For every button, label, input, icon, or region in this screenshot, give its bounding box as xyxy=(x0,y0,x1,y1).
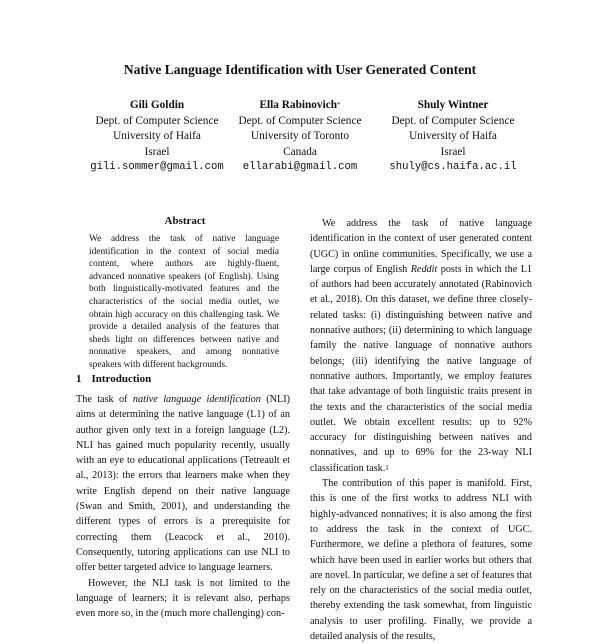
abstract-heading: Abstract xyxy=(164,215,206,227)
author-country: Israel xyxy=(144,145,170,158)
section-number: 1 xyxy=(76,373,82,385)
intro-paragraph-2: However, the NLI task is not limited to the language of learners; it is relevant also, perhaps even more so, in the (much more challenging) con- xyxy=(76,577,290,620)
footnote-marker: 1 xyxy=(385,463,389,472)
section-title: Introduction xyxy=(91,373,152,385)
author-name: Gili Goldin xyxy=(129,99,185,111)
section-heading xyxy=(76,373,151,385)
author-university: University of Toronto xyxy=(250,130,350,142)
right-paragraph-1: We address the task of native language identification in the context of user generated content (UGC) in online communities. Specifically, we use a large corpus of English Reddit posts in which the L1 of authors had been accurately annotated (Rabinovich et al., 2018). On this dataset, we define three closely-related tasks: (i) distinguishing between native and nonnative authors; (ii) determining to which language family the native language of nonnative authors belongs; (iii) identifying the native language of nonnative authors. Importantly, we employ features that take advantage of both linguistic traits present in the texts and the characteristics of the social media outlet. We obtain excellent results: up to 92% accuracy for distinguishing between natives and nonnatives, and up to 69% for the 23-way NLI classification task.$^1$ xyxy=(310,218,533,474)
author-name: Ella Rabinovich* xyxy=(259,99,341,111)
author-email: shuly@cs.haifa.ac.il xyxy=(389,161,517,173)
intro-paragraph-1: The task of native language identification (NLI) aims at determining the native language (L1) of an author given only text in a foreign language (L2). NLI has gained much popularity recently, usually with an eye to educational applications (Tetreault et al., 2013): the errors that learners make when they write English depend on their native language (Swan and Smith, 2001), and understanding the different types of errors is a prerequisite for correcting them (Leacock et al., 2010). Consequently, tutoring applications can use NLI to offer better targeted advice to language learners. xyxy=(76,394,290,574)
paper-title: Native Language Identification with User Generated Content xyxy=(123,62,477,77)
author-university: University of Haifa xyxy=(113,130,201,142)
author-footnote-marker: * xyxy=(337,101,341,109)
author-country: Canada xyxy=(283,145,317,158)
abstract-text: We address the task of native language identification in the context of social media content, where authors are highly-fluent, advanced nonnative speakers (of English). Using both linguistically-motivated features and the characteristics of the social media outlet, we obtain high accuracy on this challenging task. We provide a detailed analysis of the features that sheds light on differences between native and nonnative speakers, and among nonnative speakers with different backgrounds. xyxy=(89,234,279,370)
intro-left-column xyxy=(76,392,290,620)
right-paragraph-2: The contribution of this paper is manifold. First, this is one of the first works to address NLI with highly-advanced nonnatives; it is also among the first to address the task in the context of UGC. Furthermore, we define a plethora of features, some which have been used in earlier works but others that are novel. In particular, we define a set of features that rely on the characteristics of the social media outlet, thereby extending the task somewhat, from linguistic analysis to user profiling. Finally, we provide a detailed analysis of the results, xyxy=(310,478,532,643)
author-email: gili.sommer@gmail.com xyxy=(90,161,224,173)
author-name: Shuly Wintner xyxy=(417,99,489,111)
author-block xyxy=(348,98,558,176)
author-dept: Dept. of Computer Science xyxy=(95,114,219,127)
author-country: Israel xyxy=(440,145,466,158)
author-university: University of Haifa xyxy=(409,130,497,142)
intro-right-column xyxy=(310,216,533,643)
author-dept: Dept. of Computer Science xyxy=(238,114,362,127)
author-email: ellarabi@gmail.com xyxy=(242,161,358,173)
author-dept: Dept. of Computer Science xyxy=(391,114,515,127)
